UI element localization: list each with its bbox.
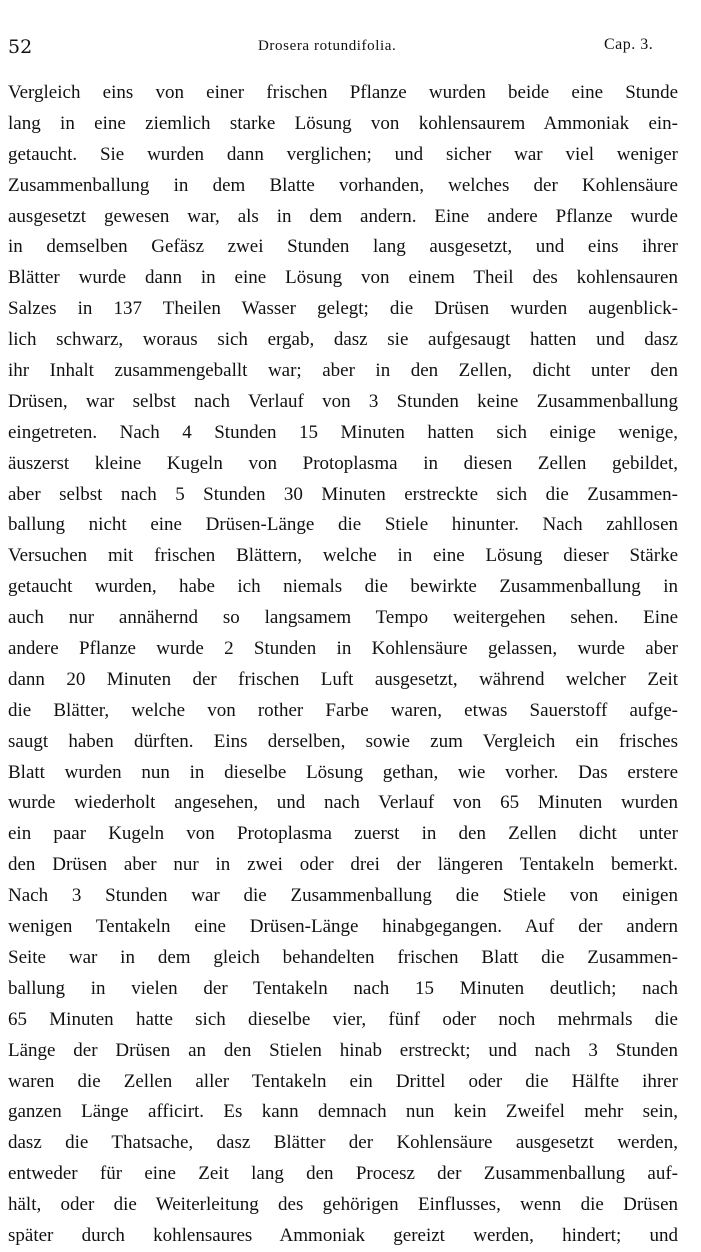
text-line: Versuchen mit frischen Blättern, welche in eine Lösung dieser Stärke: [8, 545, 678, 567]
text-line: später durch kohlensaures Ammoniak gereizt werden, hindert; und: [8, 1224, 678, 1246]
text-line: entweder für eine Zeit lang den Procesz der Zusammenballung auf-: [8, 1163, 678, 1185]
text-line: Vergleich eins von einer frischen Pflanze wurden beide eine Stunde: [8, 82, 678, 103]
text-line: dann 20 Minuten der frischen Luft ausgesetzt, während welcher Zeit: [8, 668, 678, 690]
text-line: Blatt wurden nun in dieselbe Lösung gethan, wie vorher. Das erstere: [8, 761, 678, 783]
text-line: ein paar Kugeln von Protoplasma zuerst in den Zellen dicht unter: [8, 823, 678, 845]
running-title: Drosera rotundifolia.: [258, 38, 397, 54]
text-line: auch nur annähernd so langsamem Tempo weitergehen sehen. Eine: [8, 607, 678, 629]
text-line: wenigen Tentakeln eine Drüsen-Länge hinabgegangen. Auf der andern: [8, 916, 678, 938]
text-line: 65 Minuten hatte sich dieselbe vier, fünf oder noch mehrmals die: [8, 1008, 678, 1030]
page-number: 52: [8, 36, 33, 58]
text-line: den Drüsen aber nur in zwei oder drei der längeren Tentakeln bemerkt.: [8, 854, 678, 876]
text-line: lang in eine ziemlich starke Lösung von kohlensaurem Ammoniak ein-: [8, 112, 678, 134]
text-line: lich schwarz, woraus sich ergab, dasz sie aufgesaugt hatten und dasz: [8, 329, 678, 351]
chapter-label: Cap. 3.: [604, 36, 654, 53]
text-line: getaucht. Sie wurden dann verglichen; und sicher war viel weniger: [8, 143, 678, 165]
text-line: ballung nicht eine Drüsen-Länge die Stiele hinunter. Nach zahllosen: [8, 514, 678, 536]
text-line: wurde wiederholt angesehen, und nach Verlauf von 65 Minuten wurden: [8, 792, 678, 814]
text-line: ballung in vielen der Tentakeln nach 15 Minuten deutlich; nach: [8, 977, 678, 999]
running-header: [0, 36, 701, 62]
text-line: ausgesetzt gewesen war, als in dem andern. Eine andere Pflanze wurde: [8, 205, 678, 227]
text-line: Drüsen, war selbst nach Verlauf von 3 Stunden keine Zusammenballung: [8, 390, 678, 412]
text-line: Länge der Drüsen an den Stielen hinab erstreckt; und nach 3 Stunden: [8, 1039, 678, 1061]
text-line: Seite war in dem gleich behandelten frischen Blatt die Zusammen-: [8, 946, 678, 968]
text-line: andere Pflanze wurde 2 Stunden in Kohlensäure gelassen, wurde aber: [8, 638, 678, 660]
text-line: die Blätter, welche von rother Farbe waren, etwas Sauerstoff aufge-: [8, 699, 678, 721]
text-line: waren die Zellen aller Tentakeln ein Drittel oder die Hälfte ihrer: [8, 1070, 678, 1092]
text-line: getaucht wurden, habe ich niemals die bewirkte Zusammenballung in: [8, 576, 678, 598]
text-line: ihr Inhalt zusammengeballt war; aber in den Zellen, dicht unter den: [8, 360, 678, 382]
text-line: äuszerst kleine Kugeln von Protoplasma in diesen Zellen gebildet,: [8, 452, 678, 474]
text-line: aber selbst nach 5 Stunden 30 Minuten erstreckte sich die Zusammen-: [8, 483, 678, 505]
text-line: ganzen Länge afficirt. Es kann demnach nun kein Zweifel mehr sein,: [8, 1101, 678, 1123]
text-line: Nach 3 Stunden war die Zusammenballung die Stiele von einigen: [8, 885, 678, 907]
text-line: Salzes in 137 Theilen Wasser gelegt; die Drüsen wurden augenblick-: [8, 298, 678, 320]
text-line: hält, oder die Weiterleitung des gehörigen Einflusses, wenn die Drüsen: [8, 1194, 678, 1216]
text-line: dasz die Thatsache, dasz Blätter der Kohlensäure ausgesetzt werden,: [8, 1132, 678, 1154]
text-line: in demselben Gefäsz zwei Stunden lang ausgesetzt, und eins ihrer: [8, 236, 678, 258]
text-line: eingetreten. Nach 4 Stunden 15 Minuten hatten sich einige wenige,: [8, 421, 678, 443]
text-line: Zusammenballung in dem Blatte vorhanden, welches der Kohlensäure: [8, 174, 678, 196]
body-paragraph: [8, 78, 678, 1252]
text-line: Blätter wurde dann in eine Lösung von einem Theil des kohlensauren: [8, 267, 678, 289]
text-line: saugt haben dürften. Eins derselben, sowie zum Vergleich ein frisches: [8, 730, 678, 752]
